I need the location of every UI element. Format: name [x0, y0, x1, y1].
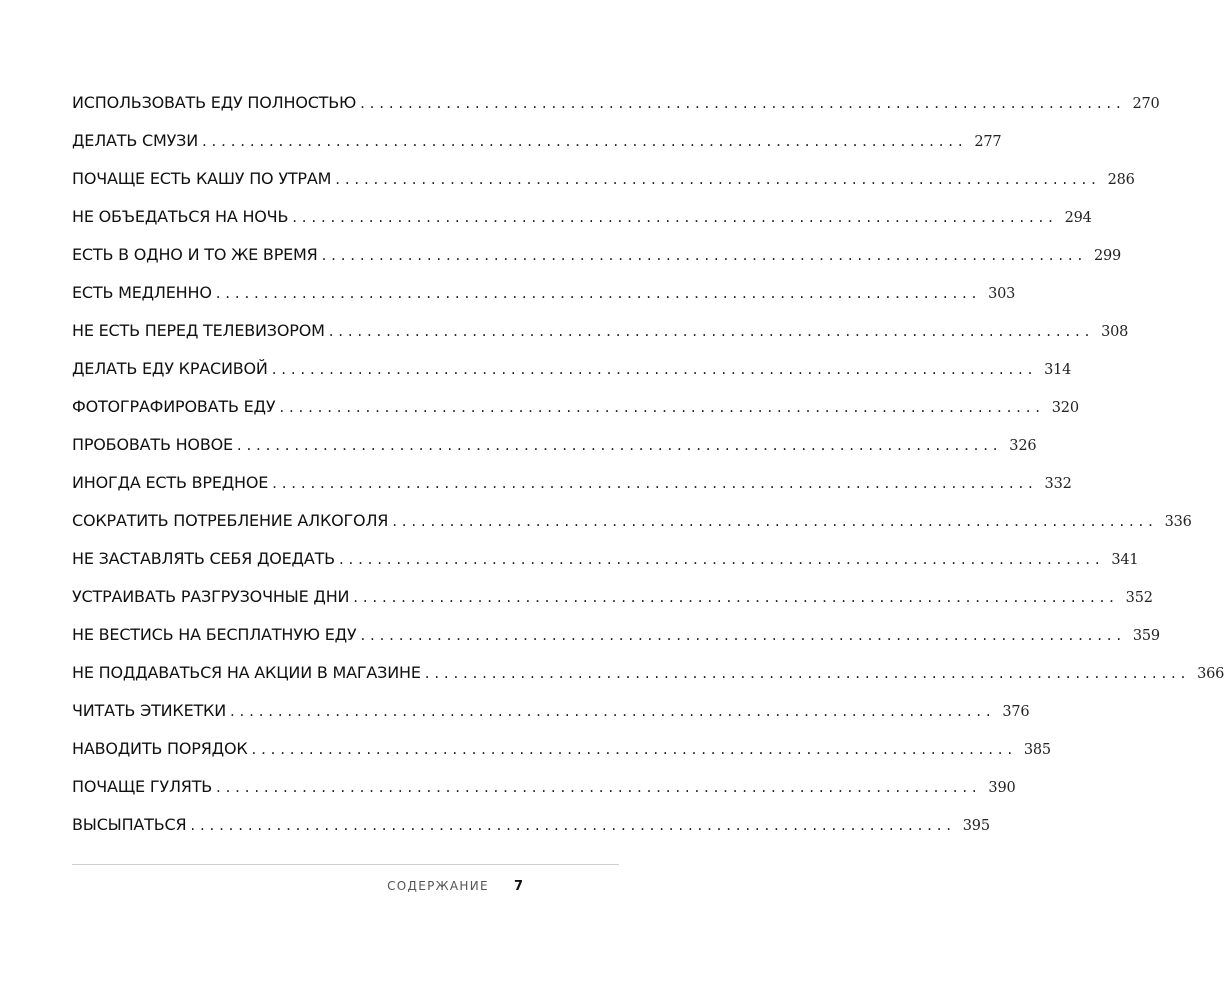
toc-entry: [72, 468, 1072, 506]
toc-entry-page: 314: [1044, 362, 1072, 378]
page-footer: [72, 875, 523, 894]
running-footer-label: СОДЕРЖАНИЕ: [387, 879, 489, 893]
toc-entry-title: ЕСТЬ МЕДЛЕННО: [72, 283, 212, 302]
toc-entry-page: 294: [1064, 210, 1092, 226]
toc-entry: [72, 164, 1135, 202]
toc-entry: [72, 620, 1160, 658]
toc-entry: [72, 202, 1092, 240]
toc-entry-title: ДЕЛАТЬ ЕДУ КРАСИВОЙ: [72, 359, 268, 378]
toc-entry-title: ФОТОГРАФИРОВАТЬ ЕДУ: [72, 397, 276, 416]
toc-leader-dots: ................................................................................: [360, 626, 1126, 644]
toc-entry-title: ДЕЛАТЬ СМУЗИ: [72, 131, 198, 150]
toc-entry: [72, 658, 1224, 696]
toc-entry: [72, 582, 1153, 620]
toc-entry-page: 359: [1132, 628, 1160, 644]
toc-leader-dots: ................................................................................: [216, 778, 982, 796]
page-number: 7: [513, 879, 523, 894]
toc-leader-dots: ................................................................................: [292, 208, 1058, 226]
toc-entry-page: 270: [1132, 96, 1160, 112]
toc-leader-dots: ................................................................................: [229, 702, 996, 720]
toc-entry-page: 336: [1164, 514, 1192, 530]
toc-entry-title: ЕСТЬ В ОДНО И ТО ЖЕ ВРЕМЯ: [72, 245, 318, 264]
toc-entry-page: 332: [1044, 476, 1072, 492]
toc-entry-page: 286: [1107, 172, 1135, 188]
toc-entry-page: 299: [1093, 248, 1122, 264]
toc-entry-title: ПОЧАЩЕ ЕСТЬ КАШУ ПО УТРАМ: [72, 169, 332, 188]
toc-entry-page: 308: [1101, 324, 1129, 340]
toc-leader-dots: ................................................................................: [190, 816, 956, 834]
table-of-contents: [72, 88, 1224, 848]
toc-leader-dots: ................................................................................: [360, 94, 1126, 112]
footer-divider: [72, 864, 619, 865]
toc-leader-dots: ................................................................................: [392, 512, 1158, 530]
toc-entry: [72, 696, 1030, 734]
toc-entry-title: НАВОДИТЬ ПОРЯДОК: [72, 739, 248, 758]
toc-entry: [72, 392, 1079, 430]
toc-entry: [72, 430, 1037, 468]
toc-entry-page: 385: [1023, 742, 1051, 758]
toc-leader-dots: ................................................................................: [321, 246, 1088, 264]
toc-entry: [72, 278, 1016, 316]
toc-leader-dots: ................................................................................: [201, 132, 968, 150]
toc-entry-title: СОКРАТИТЬ ПОТРЕБЛЕНИЕ АЛКОГОЛЯ: [72, 511, 389, 530]
toc-entry-title: ВЫСЫПАТЬСЯ: [72, 815, 187, 834]
toc-entry-page: 341: [1111, 552, 1139, 568]
toc-leader-dots: ................................................................................: [272, 474, 1038, 492]
toc-entry: [72, 240, 1122, 278]
toc-entry-title: ИСПОЛЬЗОВАТЬ ЕДУ ПОЛНОСТЬЮ: [72, 93, 357, 112]
toc-entry-title: НЕ ЗАСТАВЛЯТЬ СЕБЯ ДОЕДАТЬ: [72, 549, 335, 568]
toc-entry: [72, 88, 1160, 126]
toc-entry-title: ИНОГДА ЕСТЬ ВРЕДНОЕ: [72, 473, 269, 492]
toc-entry-page: 366: [1197, 666, 1224, 682]
toc-leader-dots: ................................................................................: [353, 588, 1119, 606]
toc-entry-title: НЕ ВЕСТИСЬ НА БЕСПЛАТНУЮ ЕДУ: [72, 625, 357, 644]
toc-leader-dots: ................................................................................: [236, 436, 1003, 454]
toc-entry-page: 390: [988, 780, 1016, 796]
toc-entry-page: 352: [1125, 590, 1153, 606]
toc-entry-title: ЧИТАТЬ ЭТИКЕТКИ: [72, 701, 226, 720]
toc-entry: [72, 354, 1072, 392]
toc-entry-title: ПРОБОВАТЬ НОВОЕ: [72, 435, 233, 454]
toc-entry-page: 376: [1002, 704, 1030, 720]
toc-entry-page: 277: [974, 134, 1002, 150]
toc-entry-title: НЕ ОБЪЕДАТЬСЯ НА НОЧЬ: [72, 207, 289, 226]
toc-entry-title: НЕ ПОДДАВАТЬСЯ НА АКЦИИ В МАГАЗИНЕ: [72, 663, 421, 682]
toc-entry: [72, 734, 1051, 772]
toc-leader-dots: ................................................................................: [335, 170, 1101, 188]
toc-entry: [72, 506, 1192, 544]
toc-entry: [72, 810, 990, 848]
toc-entry-page: 326: [1009, 438, 1037, 454]
toc-entry-title: НЕ ЕСТЬ ПЕРЕД ТЕЛЕВИЗОРОМ: [72, 321, 325, 340]
toc-entry-title: УСТРАИВАТЬ РАЗГРУЗОЧНЫЕ ДНИ: [72, 587, 350, 606]
toc-leader-dots: ................................................................................: [424, 664, 1191, 682]
toc-leader-dots: ................................................................................: [338, 550, 1105, 568]
toc-entry-title: ПОЧАЩЕ ГУЛЯТЬ: [72, 777, 213, 796]
toc-leader-dots: ................................................................................: [251, 740, 1017, 758]
toc-entry: [72, 126, 1002, 164]
toc-leader-dots: ................................................................................: [279, 398, 1045, 416]
toc-entry-page: 395: [962, 818, 990, 834]
toc-entry: [72, 544, 1139, 582]
toc-leader-dots: ................................................................................: [271, 360, 1038, 378]
toc-entry: [72, 316, 1129, 354]
toc-entry-page: 320: [1051, 400, 1079, 416]
toc-entry: [72, 772, 1016, 810]
toc-leader-dots: ................................................................................: [328, 322, 1095, 340]
toc-entry-page: 303: [988, 286, 1016, 302]
toc-leader-dots: ................................................................................: [215, 284, 982, 302]
